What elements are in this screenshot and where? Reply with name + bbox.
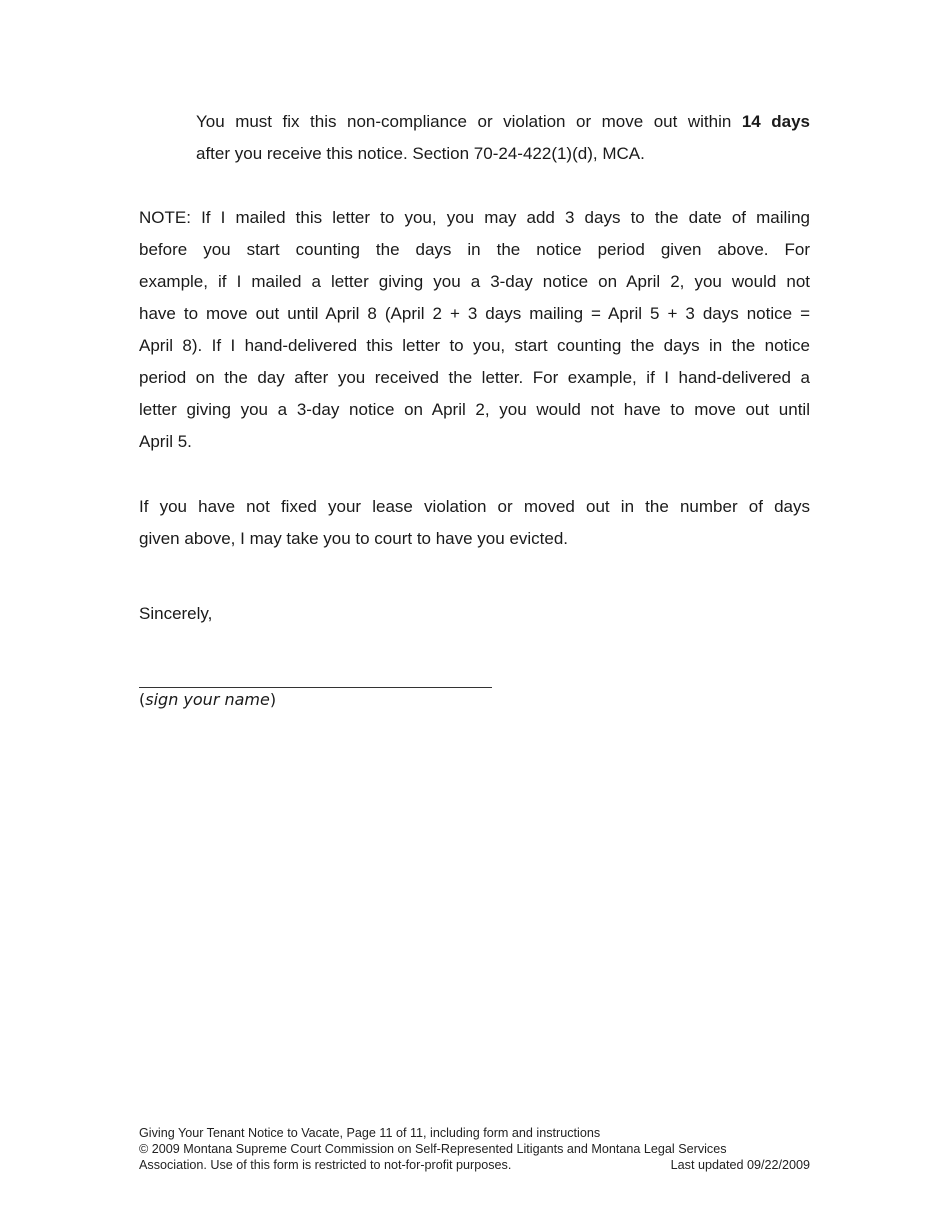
paragraph-line: letter giving you a 3-day notice on April 2, you would not have to move out until (139, 400, 810, 419)
paragraph-line (196, 112, 810, 132)
paragraph-line: example, if I mailed a letter giving you a 3-day notice on April 2, you would not (139, 272, 810, 291)
paragraph-line: period on the day after you received the letter. For example, if I hand-delivered a (139, 368, 810, 387)
footer-line: © 2009 Montana Supreme Court Commission on Self-Represented Litigants and Montana Legal Services (139, 1142, 727, 1156)
footer (139, 1125, 810, 1173)
signature-line (139, 687, 492, 688)
footer-line (139, 1157, 810, 1173)
paragraph-line: given above, I may take you to court to have you evicted. (139, 529, 569, 548)
signature-label: (sign your name) (139, 690, 277, 709)
paragraph-line: April 8). If I hand-delivered this letter to you, start counting the days in the notice (139, 336, 810, 355)
paragraph-line: April 5. (139, 432, 192, 451)
signature-label-text: sign your name (145, 690, 270, 709)
paragraph-line: If you have not fixed your lease violation or moved out in the number of days (139, 497, 810, 516)
paragraph-line: have to move out until April 8 (April 2 + 3 days mailing = April 5 + 3 days notice = (139, 304, 810, 323)
paragraph-line: after you receive this notice. Section 70-24-422(1)(d), MCA. (196, 144, 645, 163)
text: You must fix this non-compliance or violation or move out within (196, 112, 732, 131)
footer-last-updated: Last updated 09/22/2009 (670, 1158, 810, 1172)
bold-deadline: 14 days (741, 112, 810, 131)
paragraph-line: before you start counting the days in the notice period given above. For (139, 240, 810, 259)
footer-line: Giving Your Tenant Notice to Vacate, Page 11 of 11, including form and instructions (139, 1126, 601, 1140)
paragraph-line: NOTE: If I mailed this letter to you, you may add 3 days to the date of mailing (139, 208, 810, 227)
footer-restriction: Association. Use of this form is restricted to not-for-profit purposes. (139, 1158, 512, 1172)
closing: Sincerely, (139, 604, 213, 623)
